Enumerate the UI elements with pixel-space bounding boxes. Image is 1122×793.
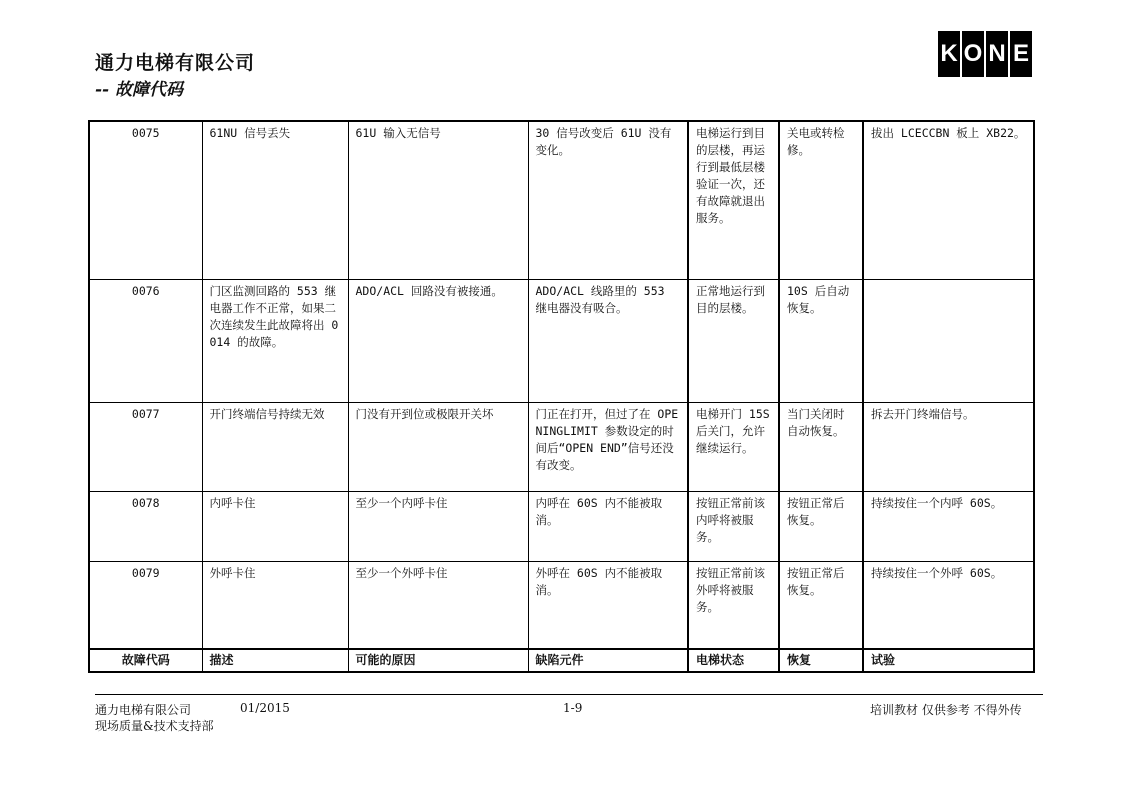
column-header: 缺陷元件 bbox=[528, 649, 688, 672]
test-cell: 拆去开门终端信号。 bbox=[863, 402, 1034, 491]
fault-code-cell: 0075 bbox=[89, 121, 202, 279]
cause-cell: 门没有开到位或极限开关坏 bbox=[348, 402, 528, 491]
logo-letter: O bbox=[962, 31, 984, 77]
cause-cell: 至少一个内呼卡住 bbox=[348, 491, 528, 561]
table-row bbox=[89, 402, 1034, 491]
page-number: 1-9 bbox=[563, 701, 583, 715]
description-cell: 内呼卡住 bbox=[202, 491, 348, 561]
table-row bbox=[89, 121, 1034, 279]
kone-logo bbox=[938, 31, 1032, 77]
table-row bbox=[89, 491, 1034, 561]
table-row bbox=[89, 561, 1034, 649]
column-header: 可能的原因 bbox=[348, 649, 528, 672]
column-header: 电梯状态 bbox=[688, 649, 779, 672]
fault-code-cell: 0078 bbox=[89, 491, 202, 561]
column-header-row bbox=[89, 649, 1034, 672]
component-cell: 门正在打开，但过了在 OPENINGLIMIT 参数设定的时间后“OPEN END”信号还没有改变。 bbox=[528, 402, 688, 491]
test-cell: 持续按住一个外呼 60S。 bbox=[863, 561, 1034, 649]
recovery-cell: 关电或转检修。 bbox=[779, 121, 863, 279]
component-cell: 内呼在 60S 内不能被取消。 bbox=[528, 491, 688, 561]
test-cell: 持续按住一个内呼 60S。 bbox=[863, 491, 1034, 561]
logo-letter: K bbox=[938, 31, 960, 77]
elevator-state-cell: 电梯开门 15S 后关门，允许继续运行。 bbox=[688, 402, 779, 491]
component-cell: 外呼在 60S 内不能被取消。 bbox=[528, 561, 688, 649]
table-row bbox=[89, 279, 1034, 402]
cause-cell: ADO/ACL 回路没有被接通。 bbox=[348, 279, 528, 402]
fault-code-cell: 0076 bbox=[89, 279, 202, 402]
recovery-cell: 10S 后自动恢复。 bbox=[779, 279, 863, 402]
footer-company: 通力电梯有限公司 bbox=[95, 703, 192, 717]
column-header: 故障代码 bbox=[89, 649, 202, 672]
recovery-cell: 按钮正常后恢复。 bbox=[779, 491, 863, 561]
cause-cell: 至少一个外呼卡住 bbox=[348, 561, 528, 649]
fault-code-table bbox=[88, 120, 1035, 673]
cause-cell: 61U 输入无信号 bbox=[348, 121, 528, 279]
column-header: 恢复 bbox=[779, 649, 863, 672]
column-header: 试验 bbox=[863, 649, 1034, 672]
elevator-state-cell: 正常地运行到目的层楼。 bbox=[688, 279, 779, 402]
footer-department: 现场质量&技术支持部 bbox=[95, 719, 214, 733]
description-cell: 开门终端信号持续无效 bbox=[202, 402, 348, 491]
column-header: 描述 bbox=[202, 649, 348, 672]
fault-code-cell: 0079 bbox=[89, 561, 202, 649]
footer-divider bbox=[95, 694, 1043, 695]
recovery-cell: 按钮正常后恢复。 bbox=[779, 561, 863, 649]
test-cell bbox=[863, 279, 1034, 402]
test-cell: 拔出 LCECCBN 板上 XB22。 bbox=[863, 121, 1034, 279]
footer-date: 01/2015 bbox=[240, 701, 290, 715]
description-cell: 外呼卡住 bbox=[202, 561, 348, 649]
company-title: 通力电梯有限公司 bbox=[95, 52, 256, 74]
logo-letter: E bbox=[1010, 31, 1032, 77]
recovery-cell: 当门关闭时自动恢复。 bbox=[779, 402, 863, 491]
component-cell: ADO/ACL 线路里的 553 继电器没有吸合。 bbox=[528, 279, 688, 402]
elevator-state-cell: 电梯运行到目的层楼，再运行到最低层楼验证一次，还有故障就退出服务。 bbox=[688, 121, 779, 279]
fault-code-cell: 0077 bbox=[89, 402, 202, 491]
elevator-state-cell: 按钮正常前该外呼将被服务。 bbox=[688, 561, 779, 649]
footer-notice: 培训教材 仅供参考 不得外传 bbox=[870, 703, 1022, 717]
component-cell: 30 信号改变后 61U 没有变化。 bbox=[528, 121, 688, 279]
description-cell: 61NU 信号丢失 bbox=[202, 121, 348, 279]
description-cell: 门区监测回路的 553 继电器工作不正常，如果二次连续发生此故障将出 0014 的故障。 bbox=[202, 279, 348, 402]
document-subtitle: -- 故障代码 bbox=[95, 80, 184, 100]
logo-letter: N bbox=[986, 31, 1008, 77]
elevator-state-cell: 按钮正常前该内呼将被服务。 bbox=[688, 491, 779, 561]
